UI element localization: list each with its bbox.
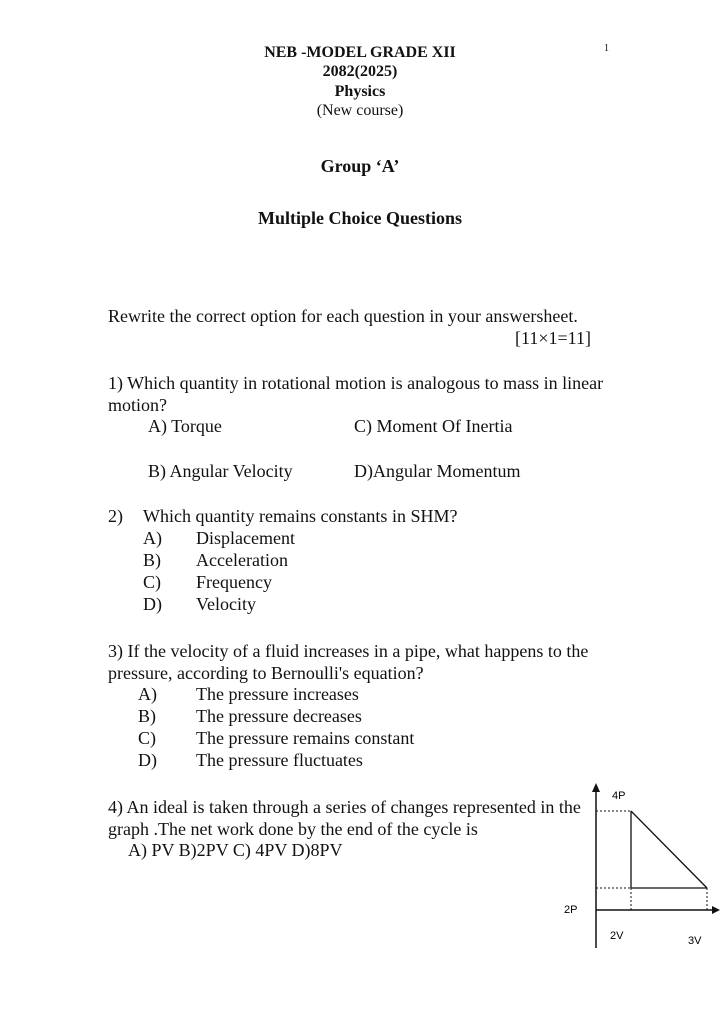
label-2p: 2P	[564, 904, 578, 916]
x-axis-arrow-icon	[712, 906, 720, 914]
question-3-option-c-letter: C)	[138, 728, 156, 748]
page-number: 1	[604, 43, 609, 54]
question-3-option-d: The pressure fluctuates	[196, 750, 363, 770]
question-1-text: 1) Which quantity in rotational motion is analogous to mass in linear motion?	[108, 373, 604, 415]
question-2-option-c-letter: C)	[143, 572, 161, 592]
question-2-option-b-letter: B)	[143, 550, 161, 570]
question-3-option-d-letter: D)	[138, 750, 157, 770]
question-2-option-d: Velocity	[196, 594, 256, 614]
pv-cycle-graph	[550, 780, 720, 960]
label-2v: 2V	[610, 930, 624, 942]
label-3v: 3V	[688, 935, 702, 947]
question-1-option-c: C) Moment Of Inertia	[354, 416, 513, 436]
cycle-diagonal-side	[631, 811, 707, 888]
y-axis-arrow-icon	[592, 783, 600, 792]
exam-title: NEB -MODEL GRADE XII	[264, 44, 456, 61]
label-4p: 4P	[612, 790, 626, 802]
exam-subject: Physics	[334, 83, 386, 100]
exam-year: 2082(2025)	[322, 63, 398, 80]
question-3-option-b: The pressure decreases	[196, 706, 362, 726]
question-3-option-a-letter: A)	[138, 684, 157, 704]
group-heading: Group ‘A’	[320, 156, 400, 176]
question-1-option-b: B) Angular Velocity	[148, 461, 293, 481]
question-2-option-d-letter: D)	[143, 594, 162, 614]
marks-label: [11×1=11]	[515, 328, 591, 348]
question-2-number: 2)	[108, 506, 123, 526]
question-1-option-a: A) Torque	[148, 416, 222, 436]
question-3-option-b-letter: B)	[138, 706, 156, 726]
question-3-text: 3) If the velocity of a fluid increases in a pipe, what happens to the pressure, according to Bernoulli's equation?	[108, 641, 589, 683]
question-3-option-c: The pressure remains constant	[196, 728, 415, 748]
question-4-options: A) PV B)2PV C) 4PV D)8PV	[128, 840, 343, 860]
question-2-option-c: Frequency	[196, 572, 272, 592]
question-2-option-a: Displacement	[196, 528, 295, 548]
section-heading: Multiple Choice Questions	[257, 208, 462, 228]
exam-course: (New course)	[316, 102, 404, 119]
question-4-text: 4) An ideal is taken through a series of changes represented in the graph .The net work done by the end of the cycle is	[108, 797, 581, 839]
question-2-option-a-letter: A)	[143, 528, 162, 548]
instructions: Rewrite the correct option for each question in your answersheet.	[108, 306, 578, 326]
question-3-option-a: The pressure increases	[196, 684, 359, 704]
question-2-text: Which quantity remains constants in SHM?	[143, 506, 458, 526]
question-1-option-d: D)Angular Momentum	[354, 461, 521, 481]
question-2-option-b: Acceleration	[196, 550, 288, 570]
